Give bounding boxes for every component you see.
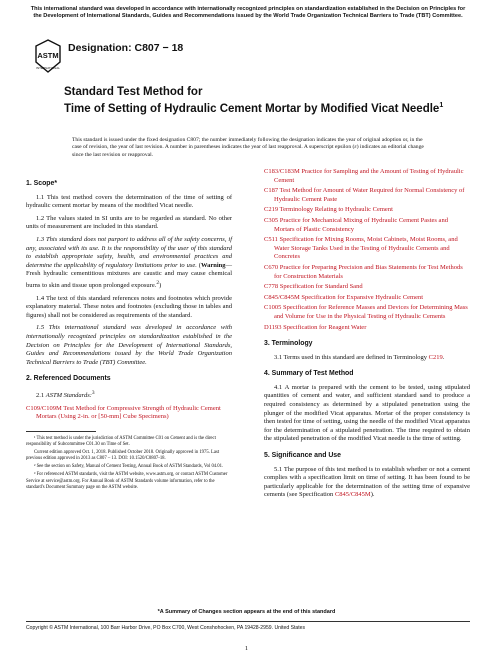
para-1-5: 1.5 This international standard was developed in accordance with internationally recognized principles on standardization established in the Decision on Principles for the Development of International Standards, Guides and Recommendations issued by the World Trade Organization Technical Barriers to Trade (TBT) Committee. — [26, 324, 232, 366]
svg-text:INTERNATIONAL: INTERNATIONAL — [36, 66, 60, 70]
ref-item: C778 Specification for Standard Sand — [264, 283, 363, 291]
para-4-1: 4.1 A mortar is prepared with the cement to be tested, using stipulated quantities of cement and water, and sufficient standard sand to produce a required consistency as determined by a stipulated penetration using the plunger of the modified Vicat apparatus. Mortar of the proper consistency is then tested for time of setting, using the needle of the modified Vicat apparatus for the determination of a stipulated penetration. The time required to obtain the stipulated penetration of the modified Vicat needle is the time of setting. — [264, 383, 470, 443]
title-line-2: Time of Setting of Hydraulic Cement Mortar by Modified Vicat Needle$^1$ — [64, 102, 444, 115]
ref-item: C511 Specification for Mixing Rooms, Moist Cabinets, Moist Rooms, and Water Storage Tanks Used in the Testing of Hydraulic Cements and Concretes — [264, 236, 458, 261]
section-heading-referenced-documents: 2. Referenced Documents — [26, 375, 111, 383]
footnote-1: ¹ This test method is under the jurisdiction of ASTM Committee C01 on Cement and is the direct responsibility of Subcommittee C01.30 on Time of Set. — [26, 435, 216, 448]
section-heading-terminology: 3. Terminology — [264, 340, 313, 348]
ref-item: C670 Practice for Preparing Precision and Bias Statements for Test Methods for Construction Materials — [264, 263, 463, 280]
para-3-1: 3.1 Terms used in this standard are defined in Terminology C219. — [274, 353, 445, 361]
section-heading-summary: 4. Summary of Test Method — [264, 370, 354, 378]
ref-c109: C109/C109M Test Method for Compressive Strength of Hydraulic Cement Mortars (Using 2-in. or [50-mm] Cube Specimens) — [26, 404, 221, 421]
footnote-rule — [26, 431, 96, 432]
ref-link-c845[interactable]: C845/C845M — [334, 491, 371, 499]
para-1-3: 1.3 This standard does not purport to address all of the safety concerns, if any, associated with its use. It is the responsibility of the user of this standard to establish appropriate safety, health, and environmental practices and determine the applicability of regulatory limitations prior to use. (Warning—Fresh hydraulic cementitious mixtures are caustic and may cause chemical burns to skin and tissue upon prolonged exposure.$^2$) — [26, 235, 232, 290]
ref-item: C187 Test Method for Amount of Water Required for Normal Consistency of Hydraulic Cement Paste — [264, 187, 465, 203]
para-5-1: 5.1 The purpose of this test method is to establish whether or not a cement complies with a specification limit on time of setting. It has been found to be particularly applicable for the determination of the setting time of expansive cements (see Specification C845/C845M). — [264, 465, 470, 499]
para-1-1: 1.1 This test method covers the determination of the time of setting of hydraulic cement mortar by means of the modified Vicat needle. — [26, 193, 232, 210]
ref-item: C183/C183M Practice for Sampling and the Amount of Testing of Hydraulic Cement — [264, 168, 464, 184]
footnote-1-edition: Current edition approved Oct. 1, 2018. Published October 2018. Originally approved in 1975. Last previous edition approved in 2013 as C807 – 13. DOI: 10.1520/C0807-18. — [26, 450, 220, 462]
designation: Designation: C807 − 18 — [68, 42, 184, 54]
right-column — [264, 168, 470, 504]
fixed-designation-intro: This standard is issued under the fixed designation C807; the number immediately following the designation indicates the year of original adoption or, in the case of revision, the year of last revision. A number in parentheses indicates the year of last reapproval. A superscript epsilon (ε) indicates an editorial change since the last revision or reapproval. — [72, 137, 424, 158]
summary-of-changes-note: *A Summary of Changes section appears at the end of this standard — [157, 609, 336, 615]
left-column — [26, 172, 232, 493]
ref-link-c219[interactable]: C219 — [428, 353, 443, 361]
section-heading-significance: 5. Significance and Use — [264, 452, 341, 460]
ref-item: C305 Practice for Mechanical Mixing of Hydraulic Cement Pastes and Mortars of Plastic Consistency — [264, 216, 448, 233]
copyright-line: Copyright © ASTM International, 100 Barr Harbor Drive, PO Box C700, West Conshohocken, PA 19428-2959. United States — [26, 621, 470, 631]
document-title — [64, 85, 444, 116]
astm-logo — [34, 38, 62, 74]
ref-item: C219 Terminology Relating to Hydraulic Cement — [264, 206, 393, 214]
para-1-4: 1.4 The text of this standard references notes and footnotes which provide explanatory material. These notes and footnotes (excluding those in tables and figures) shall not be considered as requirements of the standard. — [26, 294, 232, 319]
para-1-2: 1.2 The values stated in SI units are to be regarded as standard. No other units of measurement are included in this standard. — [26, 214, 232, 231]
title-line-1: Standard Test Method for — [64, 86, 203, 98]
ref-item: D1193 Specification for Reagent Water — [264, 323, 367, 331]
para-2-1: 2.1 ASTM Standards:$^3$ — [36, 390, 95, 400]
footnote-2: ² See the section on Safety, Manual of Cement Testing, Annual Book of ASTM Standards, Vol 04.01. — [34, 464, 224, 470]
page-number: 1 — [244, 645, 249, 652]
title-footnote-mark: 1 — [439, 102, 444, 109]
section-heading-scope: 1. Scope* — [26, 180, 58, 187]
svg-text:ASTM: ASTM — [37, 51, 59, 60]
ref-item: C845/C845M Specification for Expansive Hydraulic Cement — [264, 293, 424, 301]
ref-item: C1005 Specification for Reference Masses and Devices for Determining Mass and Volume for Use in the Physical Testing of Hydraulic Cements — [264, 304, 468, 320]
tbt-notice: This international standard was developed in accordance with internationally recognized principles on standardization established in the Decision on Principles for the Development of International Standards, Guides and Recommendations issued by the World Trade Organization Technical Barriers to Trade (TBT) Committee. — [30, 6, 466, 20]
footnote-3: ³ For referenced ASTM standards, visit the ASTM website, www.astm.org, or contact ASTM Customer Service at service@astm.org. For Annual Book of ASTM Standards volume information, refer to the standard's Document Summary page on the ASTM website. — [26, 472, 228, 490]
ref-link-c109[interactable]: C109/C109M — [26, 404, 62, 412]
